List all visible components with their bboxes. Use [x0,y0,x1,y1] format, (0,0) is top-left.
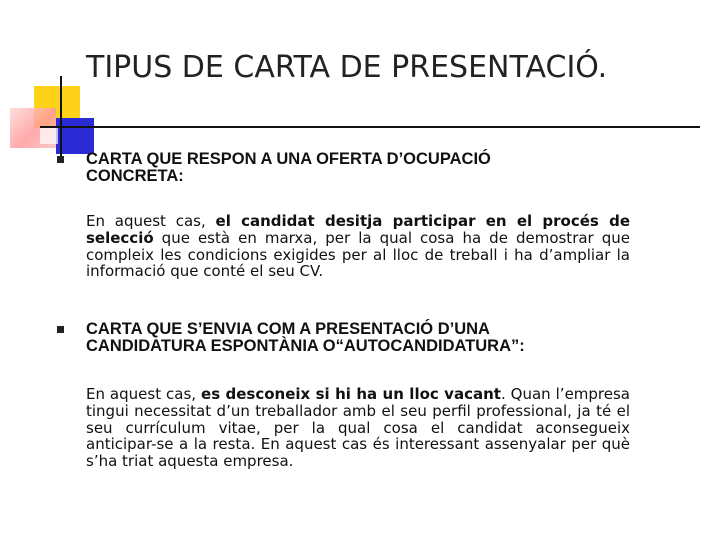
paragraph-2-text-end: . Quan l’empresa tingui necessitat d’un treballador amb el seu perfil professional, ja té el seu currículum vitae, per la qual cosa el candidat aconsegueix anticipar-se a la resta. En aquest cas és interessant assenyalar per què s’ha triat aquesta empresa. [86,385,631,471]
bullet-icon [57,156,64,163]
section-heading-2 [86,321,666,355]
section-heading-2-line1: CARTA QUE S’ENVIA COM A PRESENTACIÓ D’UNA [86,320,490,338]
paragraph-2-emphasis: es desconeix si hi ha un lloc vacant [201,385,501,403]
section-heading-1-line1: CARTA QUE RESPON A UNA OFERTA D’OCUPACIÓ [86,150,491,168]
slide-title: TIPUS DE CARTA DE PRESENTACIÓ. [86,50,608,85]
section-heading-1 [86,151,666,185]
paragraph-1-text-start: En aquest cas, [86,212,216,230]
paragraph-1-text-end: que està en marxa, per la qual cosa ha de demostrar que compleix les condicions exigides per al lloc de treball i ha d’ampliar la informació que conté el seu CV. [86,228,630,281]
section-heading-1-line2: CONCRETA: [86,167,184,185]
decor-horizontal-line [40,126,700,128]
section-paragraph-2 [86,386,630,470]
bullet-icon [57,326,64,333]
decor-white-square [40,126,58,144]
section-heading-2-line2: CANDIDATURA ESPONTÀNIA O“AUTOCANDIDATURA”: [86,337,525,355]
paragraph-1-emphasis: el candidat desitja participar en el procés de selecció [86,212,630,247]
decor-vertical-line [60,76,62,162]
section-paragraph-1 [86,213,630,280]
paragraph-2-text-start: En aquest cas, [86,385,202,403]
